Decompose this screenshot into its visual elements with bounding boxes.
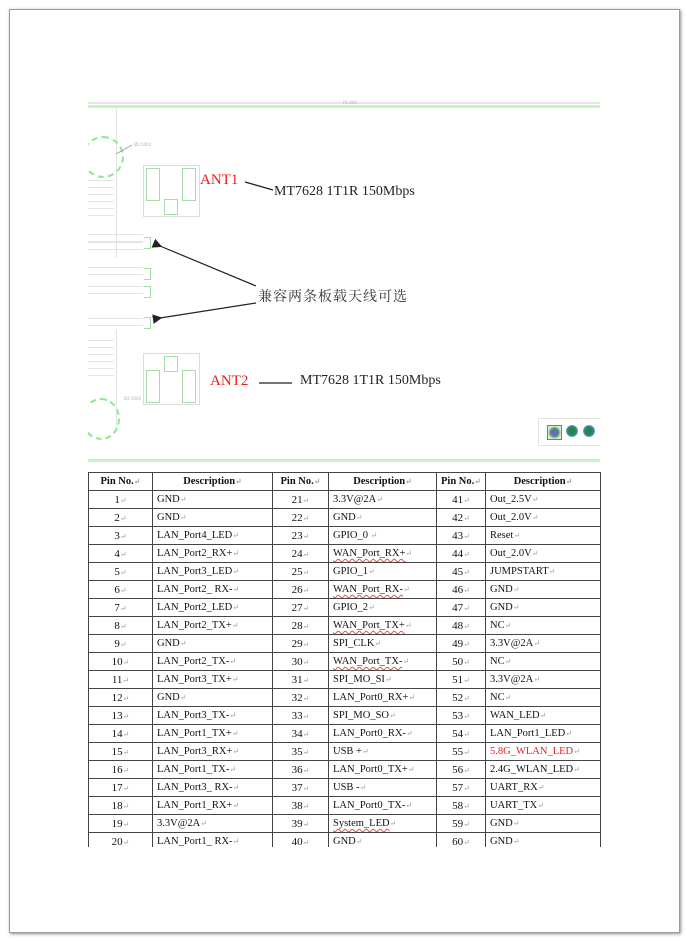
pin-number-cell: 7↵	[89, 599, 153, 617]
pin-number-cell: 39↵	[273, 815, 329, 833]
pin-number-cell: 26↵	[273, 581, 329, 599]
pin-description-cell: GND↵	[329, 509, 437, 527]
pin-number-cell: 32↵	[273, 689, 329, 707]
pin-number-cell: 21↵	[273, 491, 329, 509]
pin-description-cell: LAN_Port0_TX+↵	[329, 761, 437, 779]
pin-description-cell: LAN_Port3_TX+↵	[153, 671, 273, 689]
board-edge-bottom	[88, 459, 600, 462]
pin-description-cell: USB -↵	[329, 779, 437, 797]
table-row	[89, 797, 601, 815]
pin-description-cell: LAN_Port1_TX+↵	[153, 725, 273, 743]
pin-number-cell: 4↵	[89, 545, 153, 563]
pin-number-cell: 59↵	[437, 815, 486, 833]
pin-description-cell: LAN_Port4_LED↵	[153, 527, 273, 545]
pin-description-cell: GND↵	[153, 635, 273, 653]
pin-description-cell: 3.3V@2A↵	[153, 815, 273, 833]
pin-description-cell: LAN_Port3_LED↵	[153, 563, 273, 581]
pin-number-cell: 25↵	[273, 563, 329, 581]
pin-number-cell: 12↵	[89, 689, 153, 707]
pin-description-cell: 2.4G_WLAN_LED↵	[486, 761, 601, 779]
pin-description-cell: SPI_CLK↵	[329, 635, 437, 653]
pin-description-cell: WAN_LED↵	[486, 707, 601, 725]
pin-number-cell: 3↵	[89, 527, 153, 545]
pin-number-cell: 36↵	[273, 761, 329, 779]
pin-description-cell: LAN_Port1_ RX-↵	[153, 833, 273, 848]
pin-number-cell: 1↵	[89, 491, 153, 509]
pin-number-cell: 5↵	[89, 563, 153, 581]
pin-number-cell: 2↵	[89, 509, 153, 527]
pin-description-cell: SPI_MO_SO↵	[329, 707, 437, 725]
pin-number-cell: 43↵	[437, 527, 486, 545]
pin-description-cell: LAN_Port0_RX-↵	[329, 725, 437, 743]
pin-number-cell: 48↵	[437, 617, 486, 635]
pin-number-cell: 20↵	[89, 833, 153, 848]
pin-number-cell: 37↵	[273, 779, 329, 797]
pin-table-body	[89, 491, 601, 848]
pin-number-cell: 40↵	[273, 833, 329, 848]
pin-number-cell: 33↵	[273, 707, 329, 725]
pin-description-cell: NC↵	[486, 689, 601, 707]
pin-description-cell: GND↵	[486, 599, 601, 617]
circle-label-bottom: Ø2.5000	[124, 396, 142, 401]
pin-description-cell: LAN_Port3_ RX-↵	[153, 779, 273, 797]
table-row	[89, 815, 601, 833]
pin-number-cell: 11↵	[89, 671, 153, 689]
ant1-description: MT7628 1T1R 150Mbps	[274, 184, 415, 199]
pin-number-cell: 47↵	[437, 599, 486, 617]
pin-number-cell: 42↵	[437, 509, 486, 527]
pin-description-cell: GND↵	[153, 689, 273, 707]
led-cluster	[538, 418, 600, 446]
pin-description-cell: GND↵	[486, 581, 601, 599]
pin-number-cell: 10↵	[89, 653, 153, 671]
pin-definition-table	[88, 472, 601, 847]
pin-number-cell: 38↵	[273, 797, 329, 815]
pin-description-cell: GND↵	[329, 833, 437, 848]
pin-description-cell: 3.3V@2A↵	[486, 635, 601, 653]
circle-label-top: Ø2.5000	[134, 142, 152, 147]
pin-table-clip	[88, 472, 601, 847]
pin-description-cell: GND↵	[486, 833, 601, 848]
arrow-lower-connector-icon	[160, 303, 256, 318]
pin-number-cell: 31↵	[273, 671, 329, 689]
led-square-icon	[547, 425, 562, 440]
pin-number-cell: 14↵	[89, 725, 153, 743]
pin-description-cell: GPIO_1↵	[329, 563, 437, 581]
table-row	[89, 671, 601, 689]
table-row	[89, 635, 601, 653]
table-row	[89, 509, 601, 527]
pin-description-cell: NC↵	[486, 653, 601, 671]
pin-number-cell: 49↵	[437, 635, 486, 653]
pin-description-cell: LAN_Port2_RX+↵	[153, 545, 273, 563]
pin-number-cell: 28↵	[273, 617, 329, 635]
table-row	[89, 563, 601, 581]
pin-description-cell: LAN_Port2_TX-↵	[153, 653, 273, 671]
pin-number-cell: 56↵	[437, 761, 486, 779]
pin-number-cell: 16↵	[89, 761, 153, 779]
pin-description-cell: LAN_Port3_TX-↵	[153, 707, 273, 725]
pin-number-cell: 55↵	[437, 743, 486, 761]
pin-description-cell: GPIO_0 ↵	[329, 527, 437, 545]
ant2-description: MT7628 1T1R 150Mbps	[300, 373, 441, 388]
ant1-leader-line	[245, 182, 273, 190]
pin-description-cell: LAN_Port0_TX-↵	[329, 797, 437, 815]
antenna-option-annotation: 兼容两条板载天线可选	[258, 289, 408, 305]
pin-description-cell: LAN_Port1_TX-↵	[153, 761, 273, 779]
table-row	[89, 743, 601, 761]
header-pin-no-3: Pin No.↵	[437, 473, 486, 491]
pin-description-cell: 5.8G_WLAN_LED↵	[486, 743, 601, 761]
header-pin-no-2: Pin No.↵	[273, 473, 329, 491]
table-row	[89, 779, 601, 797]
pin-number-cell: 46↵	[437, 581, 486, 599]
pin-description-cell: WAN_Port_TX+↵	[329, 617, 437, 635]
header-pin-no-1: Pin No.↵	[89, 473, 153, 491]
led-round-icon	[566, 425, 578, 437]
pin-number-cell: 18↵	[89, 797, 153, 815]
pin-number-cell: 50↵	[437, 653, 486, 671]
pin-number-cell: 27↵	[273, 599, 329, 617]
pin-number-cell: 9↵	[89, 635, 153, 653]
pin-description-cell: WAN_Port_RX-↵	[329, 581, 437, 599]
pin-description-cell: GPIO_2↵	[329, 599, 437, 617]
pin-number-cell: 45↵	[437, 563, 486, 581]
table-row	[89, 707, 601, 725]
pin-number-cell: 13↵	[89, 707, 153, 725]
ant2-label: ANT2	[210, 373, 249, 389]
leader-lines	[88, 100, 600, 462]
table-row	[89, 599, 601, 617]
arrow-upper-connector-icon	[160, 246, 256, 286]
table-row	[89, 617, 601, 635]
pin-description-cell: System_LED↵	[329, 815, 437, 833]
pin-description-cell: GND↵	[486, 815, 601, 833]
pin-description-cell: GND↵	[153, 509, 273, 527]
pin-description-cell: GND↵	[153, 491, 273, 509]
pin-description-cell: Out_2.0V↵	[486, 509, 601, 527]
pin-description-cell: LAN_Port1_LED↵	[486, 725, 601, 743]
top-dimension-label: P1.000	[343, 100, 357, 105]
pin-description-cell: NC↵	[486, 617, 601, 635]
pin-number-cell: 57↵	[437, 779, 486, 797]
pin-description-cell: LAN_Port0_RX+↵	[329, 689, 437, 707]
pin-number-cell: 24↵	[273, 545, 329, 563]
table-row	[89, 689, 601, 707]
pin-number-cell: 54↵	[437, 725, 486, 743]
led-round-icon	[583, 425, 595, 437]
header-description-2: Description↵	[329, 473, 437, 491]
pin-number-cell: 6↵	[89, 581, 153, 599]
pin-number-cell: 17↵	[89, 779, 153, 797]
pin-description-cell: Reset↵	[486, 527, 601, 545]
pin-description-cell: LAN_Port2_LED↵	[153, 599, 273, 617]
pin-number-cell: 8↵	[89, 617, 153, 635]
pin-description-cell: LAN_Port2_ RX-↵	[153, 581, 273, 599]
pin-number-cell: 35↵	[273, 743, 329, 761]
pin-number-cell: 23↵	[273, 527, 329, 545]
pin-number-cell: 51↵	[437, 671, 486, 689]
pin-description-cell: JUMPSTART↵	[486, 563, 601, 581]
pin-description-cell: WAN_Port_TX-↵	[329, 653, 437, 671]
pin-number-cell: 53↵	[437, 707, 486, 725]
pin-description-cell: UART_TX↵	[486, 797, 601, 815]
pin-description-cell: LAN_Port2_TX+↵	[153, 617, 273, 635]
header-description-1: Description↵	[153, 473, 273, 491]
table-header-row	[89, 473, 601, 491]
pin-description-cell: WAN_Port_RX+↵	[329, 545, 437, 563]
table-row	[89, 833, 601, 848]
pin-number-cell: 60↵	[437, 833, 486, 848]
pin-description-cell: USB +↵	[329, 743, 437, 761]
pin-number-cell: 58↵	[437, 797, 486, 815]
pin-number-cell: 34↵	[273, 725, 329, 743]
ant1-label: ANT1	[200, 172, 239, 188]
table-row	[89, 491, 601, 509]
table-row	[89, 725, 601, 743]
pin-number-cell: 22↵	[273, 509, 329, 527]
pin-number-cell: 30↵	[273, 653, 329, 671]
antenna-layout-diagram	[88, 100, 600, 462]
pin-description-cell: UART_RX↵	[486, 779, 601, 797]
pin-number-cell: 44↵	[437, 545, 486, 563]
pin-number-cell: 41↵	[437, 491, 486, 509]
pin-number-cell: 19↵	[89, 815, 153, 833]
pin-description-cell: LAN_Port1_RX+↵	[153, 797, 273, 815]
table-row	[89, 545, 601, 563]
pin-description-cell: Out_2.5V↵	[486, 491, 601, 509]
header-description-3: Description↵	[486, 473, 601, 491]
pin-description-cell: SPI_MO_SI↵	[329, 671, 437, 689]
pin-description-cell: Out_2.0V↵	[486, 545, 601, 563]
table-row	[89, 761, 601, 779]
table-row	[89, 653, 601, 671]
table-row	[89, 527, 601, 545]
pin-description-cell: LAN_Port3_RX+↵	[153, 743, 273, 761]
pin-description-cell: 3.3V@2A↵	[486, 671, 601, 689]
pin-description-cell: 3.3V@2A↵	[329, 491, 437, 509]
table-row	[89, 581, 601, 599]
pin-number-cell: 15↵	[89, 743, 153, 761]
pin-number-cell: 29↵	[273, 635, 329, 653]
pin-number-cell: 52↵	[437, 689, 486, 707]
